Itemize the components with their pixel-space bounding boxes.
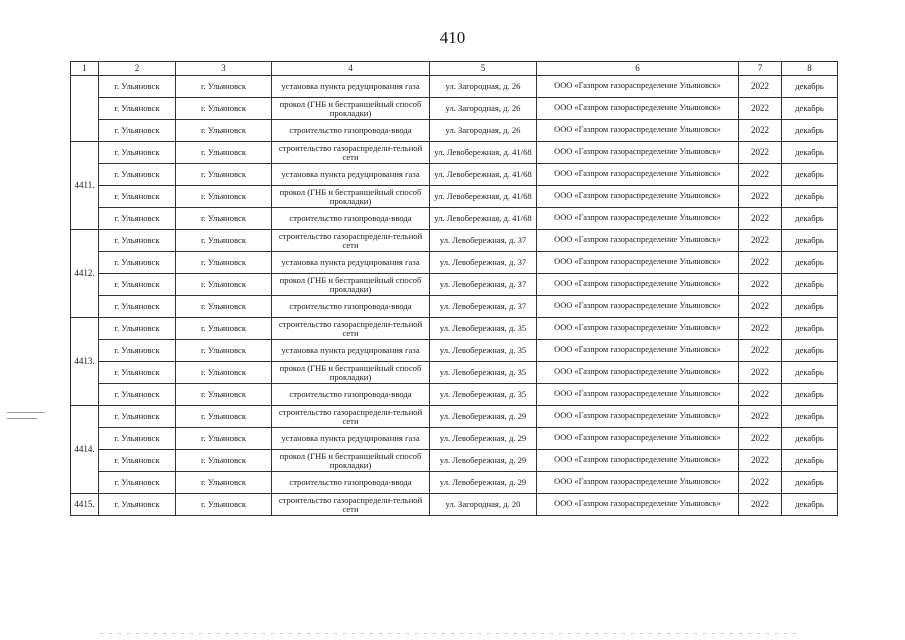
address-cell: ул. Левобережная, д. 29 xyxy=(430,450,537,472)
table-body xyxy=(71,76,838,516)
work-cell: строительство газораспредели-тельной сети xyxy=(272,142,430,164)
work-cell: строительство газопровода-ввода xyxy=(272,120,430,142)
work-cell: строительство газопровода-ввода xyxy=(272,384,430,406)
city-cell: г. Ульяновск xyxy=(176,472,272,494)
city-cell: г. Ульяновск xyxy=(99,472,176,494)
month-cell: декабрь xyxy=(782,76,838,98)
organization-cell: ООО «Газпром газораспределение Ульяновск» xyxy=(537,164,739,186)
month-cell: декабрь xyxy=(782,274,838,296)
city-cell: г. Ульяновск xyxy=(176,76,272,98)
month-cell: декабрь xyxy=(782,428,838,450)
table-row xyxy=(71,318,838,340)
city-cell: г. Ульяновск xyxy=(99,120,176,142)
work-cell: строительство газопровода-ввода xyxy=(272,208,430,230)
table-row xyxy=(71,384,838,406)
month-cell: декабрь xyxy=(782,472,838,494)
year-cell: 2022 xyxy=(739,450,782,472)
table-row xyxy=(71,186,838,208)
city-cell: г. Ульяновск xyxy=(176,384,272,406)
city-cell: г. Ульяновск xyxy=(176,230,272,252)
address-cell: ул. Левобережная, д. 37 xyxy=(430,230,537,252)
city-cell: г. Ульяновск xyxy=(176,120,272,142)
month-cell: декабрь xyxy=(782,230,838,252)
year-cell: 2022 xyxy=(739,230,782,252)
scan-bottom-edge xyxy=(100,633,800,634)
works-table xyxy=(70,61,838,516)
work-cell: строительство газораспредели-тельной сети xyxy=(272,494,430,516)
city-cell: г. Ульяновск xyxy=(176,142,272,164)
organization-cell: ООО «Газпром газораспределение Ульяновск» xyxy=(537,340,739,362)
column-header: 5 xyxy=(430,62,537,76)
item-number-cell: 4412. xyxy=(71,230,99,318)
year-cell: 2022 xyxy=(739,494,782,516)
year-cell: 2022 xyxy=(739,142,782,164)
address-cell: ул. Левобережная, д. 35 xyxy=(430,362,537,384)
organization-cell: ООО «Газпром газораспределение Ульяновск» xyxy=(537,274,739,296)
organization-cell: ООО «Газпром газораспределение Ульяновск» xyxy=(537,450,739,472)
table-row xyxy=(71,164,838,186)
page-number: 410 xyxy=(439,28,466,47)
table-row xyxy=(71,208,838,230)
address-cell: ул. Левобережная, д. 35 xyxy=(430,340,537,362)
organization-cell: ООО «Газпром газораспределение Ульяновск» xyxy=(537,406,739,428)
city-cell: г. Ульяновск xyxy=(99,428,176,450)
city-cell: г. Ульяновск xyxy=(99,274,176,296)
item-number-cell: 4411. xyxy=(71,142,99,230)
organization-cell: ООО «Газпром газораспределение Ульяновск» xyxy=(537,230,739,252)
organization-cell: ООО «Газпром газораспределение Ульяновск» xyxy=(537,318,739,340)
year-cell: 2022 xyxy=(739,120,782,142)
column-header: 3 xyxy=(176,62,272,76)
organization-cell: ООО «Газпром газораспределение Ульяновск» xyxy=(537,142,739,164)
city-cell: г. Ульяновск xyxy=(99,186,176,208)
year-cell: 2022 xyxy=(739,428,782,450)
organization-cell: ООО «Газпром газораспределение Ульяновск» xyxy=(537,384,739,406)
column-header: 4 xyxy=(272,62,430,76)
organization-cell: ООО «Газпром газораспределение Ульяновск» xyxy=(537,494,739,516)
month-cell: декабрь xyxy=(782,186,838,208)
month-cell: декабрь xyxy=(782,208,838,230)
address-cell: ул. Левобережная, д. 35 xyxy=(430,318,537,340)
year-cell: 2022 xyxy=(739,186,782,208)
city-cell: г. Ульяновск xyxy=(99,142,176,164)
year-cell: 2022 xyxy=(739,164,782,186)
scan-margin-mark xyxy=(7,418,37,419)
city-cell: г. Ульяновск xyxy=(99,208,176,230)
address-cell: ул. Левобережная, д. 41/68 xyxy=(430,142,537,164)
month-cell: декабрь xyxy=(782,142,838,164)
column-header: 7 xyxy=(739,62,782,76)
work-cell: установка пункта редуцирования газа xyxy=(272,164,430,186)
year-cell: 2022 xyxy=(739,340,782,362)
organization-cell: ООО «Газпром газораспределение Ульяновск» xyxy=(537,296,739,318)
work-cell: установка пункта редуцирования газа xyxy=(272,428,430,450)
year-cell: 2022 xyxy=(739,472,782,494)
item-number-cell: 4415. xyxy=(71,494,99,516)
city-cell: г. Ульяновск xyxy=(99,230,176,252)
work-cell: установка пункта редуцирования газа xyxy=(272,76,430,98)
table-row xyxy=(71,296,838,318)
address-cell: ул. Левобережная, д. 29 xyxy=(430,428,537,450)
table-row xyxy=(71,362,838,384)
city-cell: г. Ульяновск xyxy=(176,274,272,296)
city-cell: г. Ульяновск xyxy=(176,406,272,428)
city-cell: г. Ульяновск xyxy=(176,494,272,516)
year-cell: 2022 xyxy=(739,98,782,120)
scan-margin-mark xyxy=(7,412,45,413)
table-row xyxy=(71,120,838,142)
year-cell: 2022 xyxy=(739,208,782,230)
address-cell: ул. Левобережная, д. 37 xyxy=(430,296,537,318)
city-cell: г. Ульяновск xyxy=(176,296,272,318)
work-cell: прокол (ГНБ и бестраншейный способ прокладки) xyxy=(272,98,430,120)
work-cell: строительство газораспредели-тельной сети xyxy=(272,230,430,252)
table-row xyxy=(71,274,838,296)
item-number-cell: 4414. xyxy=(71,406,99,494)
column-number-row xyxy=(71,62,838,76)
address-cell: ул. Левобережная, д. 41/68 xyxy=(430,164,537,186)
city-cell: г. Ульяновск xyxy=(176,318,272,340)
month-cell: декабрь xyxy=(782,120,838,142)
month-cell: декабрь xyxy=(782,318,838,340)
work-cell: установка пункта редуцирования газа xyxy=(272,252,430,274)
year-cell: 2022 xyxy=(739,406,782,428)
month-cell: декабрь xyxy=(782,296,838,318)
year-cell: 2022 xyxy=(739,76,782,98)
organization-cell: ООО «Газпром газораспределение Ульяновск» xyxy=(537,472,739,494)
year-cell: 2022 xyxy=(739,296,782,318)
city-cell: г. Ульяновск xyxy=(176,340,272,362)
address-cell: ул. Загородная, д. 26 xyxy=(430,120,537,142)
month-cell: декабрь xyxy=(782,98,838,120)
year-cell: 2022 xyxy=(739,252,782,274)
table-row xyxy=(71,230,838,252)
city-cell: г. Ульяновск xyxy=(99,494,176,516)
address-cell: ул. Загородная, д. 20 xyxy=(430,494,537,516)
city-cell: г. Ульяновск xyxy=(176,208,272,230)
month-cell: декабрь xyxy=(782,252,838,274)
table-row xyxy=(71,76,838,98)
address-cell: ул. Левобережная, д. 41/68 xyxy=(430,186,537,208)
address-cell: ул. Загородная, д. 26 xyxy=(430,98,537,120)
city-cell: г. Ульяновск xyxy=(176,252,272,274)
address-cell: ул. Левобережная, д. 37 xyxy=(430,252,537,274)
year-cell: 2022 xyxy=(739,318,782,340)
work-cell: прокол (ГНБ и бестраншейный способ прокладки) xyxy=(272,450,430,472)
work-cell: прокол (ГНБ и бестраншейный способ прокладки) xyxy=(272,186,430,208)
city-cell: г. Ульяновск xyxy=(176,428,272,450)
address-cell: ул. Левобережная, д. 29 xyxy=(430,472,537,494)
table-row xyxy=(71,472,838,494)
organization-cell: ООО «Газпром газораспределение Ульяновск» xyxy=(537,98,739,120)
column-header: 1 xyxy=(71,62,99,76)
work-cell: прокол (ГНБ и бестраншейный способ прокладки) xyxy=(272,362,430,384)
city-cell: г. Ульяновск xyxy=(176,164,272,186)
organization-cell: ООО «Газпром газораспределение Ульяновск» xyxy=(537,76,739,98)
year-cell: 2022 xyxy=(739,362,782,384)
table-row xyxy=(71,450,838,472)
organization-cell: ООО «Газпром газораспределение Ульяновск» xyxy=(537,362,739,384)
organization-cell: ООО «Газпром газораспределение Ульяновск» xyxy=(537,252,739,274)
table-row xyxy=(71,340,838,362)
city-cell: г. Ульяновск xyxy=(99,318,176,340)
year-cell: 2022 xyxy=(739,274,782,296)
city-cell: г. Ульяновск xyxy=(99,76,176,98)
month-cell: декабрь xyxy=(782,384,838,406)
month-cell: декабрь xyxy=(782,406,838,428)
city-cell: г. Ульяновск xyxy=(176,98,272,120)
table-row xyxy=(71,142,838,164)
table-row xyxy=(71,428,838,450)
city-cell: г. Ульяновск xyxy=(99,340,176,362)
work-cell: строительство газопровода-ввода xyxy=(272,472,430,494)
month-cell: декабрь xyxy=(782,362,838,384)
column-header: 2 xyxy=(99,62,176,76)
city-cell: г. Ульяновск xyxy=(99,406,176,428)
address-cell: ул. Загородная, д. 26 xyxy=(430,76,537,98)
table-row xyxy=(71,406,838,428)
work-cell: строительство газопровода-ввода xyxy=(272,296,430,318)
item-number-cell xyxy=(71,76,99,142)
month-cell: декабрь xyxy=(782,340,838,362)
year-cell: 2022 xyxy=(739,384,782,406)
month-cell: декабрь xyxy=(782,164,838,186)
city-cell: г. Ульяновск xyxy=(99,98,176,120)
work-cell: установка пункта редуцирования газа xyxy=(272,340,430,362)
address-cell: ул. Левобережная, д. 37 xyxy=(430,274,537,296)
organization-cell: ООО «Газпром газораспределение Ульяновск» xyxy=(537,208,739,230)
city-cell: г. Ульяновск xyxy=(99,252,176,274)
work-cell: строительство газораспредели-тельной сети xyxy=(272,406,430,428)
organization-cell: ООО «Газпром газораспределение Ульяновск» xyxy=(537,120,739,142)
address-cell: ул. Левобережная, д. 41/68 xyxy=(430,208,537,230)
city-cell: г. Ульяновск xyxy=(176,450,272,472)
city-cell: г. Ульяновск xyxy=(99,384,176,406)
city-cell: г. Ульяновск xyxy=(176,362,272,384)
column-header: 8 xyxy=(782,62,838,76)
month-cell: декабрь xyxy=(782,450,838,472)
city-cell: г. Ульяновск xyxy=(99,296,176,318)
table-row xyxy=(71,98,838,120)
address-cell: ул. Левобережная, д. 29 xyxy=(430,406,537,428)
city-cell: г. Ульяновск xyxy=(176,186,272,208)
work-cell: прокол (ГНБ и бестраншейный способ прокладки) xyxy=(272,274,430,296)
address-cell: ул. Левобережная, д. 35 xyxy=(430,384,537,406)
column-header: 6 xyxy=(537,62,739,76)
city-cell: г. Ульяновск xyxy=(99,362,176,384)
table-row xyxy=(71,494,838,516)
city-cell: г. Ульяновск xyxy=(99,164,176,186)
organization-cell: ООО «Газпром газораспределение Ульяновск» xyxy=(537,186,739,208)
city-cell: г. Ульяновск xyxy=(99,450,176,472)
month-cell: декабрь xyxy=(782,494,838,516)
work-cell: строительство газораспредели-тельной сети xyxy=(272,318,430,340)
table-row xyxy=(71,252,838,274)
organization-cell: ООО «Газпром газораспределение Ульяновск» xyxy=(537,428,739,450)
item-number-cell: 4413. xyxy=(71,318,99,406)
